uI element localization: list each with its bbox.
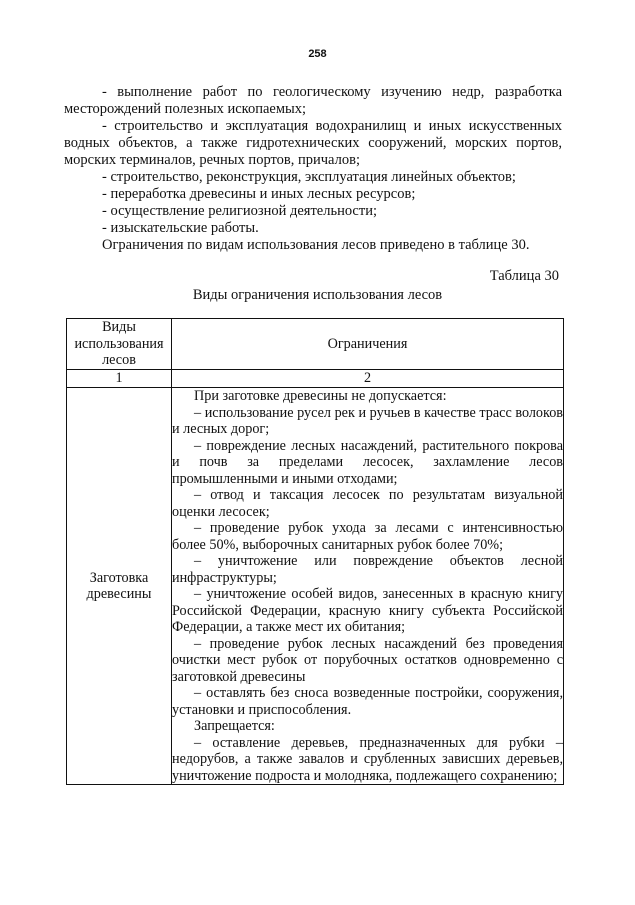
usage-type-cell: Заготовка древесины — [67, 388, 172, 785]
paragraph: - выполнение работ по геологическому изучению недр, разработка месторождений полезных ископаемых; — [64, 84, 562, 117]
body-text — [64, 84, 562, 254]
restriction-item: – отвод и таксация лесосек по результатам визуальной оценки лесосек; — [172, 487, 563, 520]
paragraph: - строительство, реконструкция, эксплуатация линейных объектов; — [102, 169, 516, 185]
paragraph: Ограничения по видам использования лесов приведено в таблице 30. — [102, 237, 530, 253]
restriction-item: Запрещается: — [194, 718, 275, 734]
column-number-row — [67, 370, 564, 388]
table-header-row — [67, 319, 564, 370]
restriction-item: – использование русел рек и ручьев в качестве трасс волоков и лесных дорог; — [172, 404, 563, 437]
restriction-item: При заготовке древесины не допускается: — [194, 388, 447, 404]
paragraph: - переработка древесины и иных лесных ресурсов; — [102, 186, 416, 202]
restriction-item: – уничтожение или повреждение объектов лесной инфраструктуры; — [172, 553, 563, 586]
paragraph: - строительство и эксплуатация водохранилищ и иных искусственных водных объектов, а также гидротехнических сооружений, морских портов, морских терминалов, речных портов, причалов; — [64, 118, 562, 168]
restriction-item: – проведение рубок ухода за лесами с интенсивностью более 50%, выборочных санитарных рубок более 70%; — [172, 520, 563, 553]
paragraph: - изыскательские работы. — [102, 220, 259, 236]
restriction-item: – повреждение лесных насаждений, растительного покрова и почв за пределами лесосек, захламление лесов промышленными и иными отходами; — [172, 437, 563, 487]
restriction-item: – оставлять без сноса возведенные постройки, сооружения, установки и приспособления. — [172, 685, 563, 718]
restriction-item: – проведение рубок лесных насаждений без проведения очистки мест рубок от порубочных остатков одновременно с заготовкой древесины — [172, 635, 563, 685]
table-row — [67, 388, 564, 785]
header-usage-types: Виды использования лесов — [67, 319, 172, 370]
table-caption: Таблица 30 — [489, 268, 559, 284]
paragraph: - осуществление религиозной деятельности; — [102, 203, 377, 219]
column-number: 2 — [172, 370, 564, 388]
restriction-item: – оставление деревьев, предназначенных для рубки – недорубов, а также завалов и срубленных зависших деревьев, уничтожение подроста и молодняка, подлежащего сохранению; — [172, 734, 563, 784]
table-title: Виды ограничения использования лесов — [192, 287, 443, 303]
restriction-item: – уничтожение особей видов, занесенных в красную книгу Российской Федерации, красную книгу субъекта Российской Федерации, а также мест их обитания; — [172, 586, 563, 635]
restrictions-cell — [172, 388, 564, 785]
header-restrictions: Ограничения — [172, 319, 564, 370]
restrictions-table — [66, 318, 564, 785]
column-number: 1 — [67, 370, 172, 388]
page-number: 258 — [308, 48, 327, 60]
